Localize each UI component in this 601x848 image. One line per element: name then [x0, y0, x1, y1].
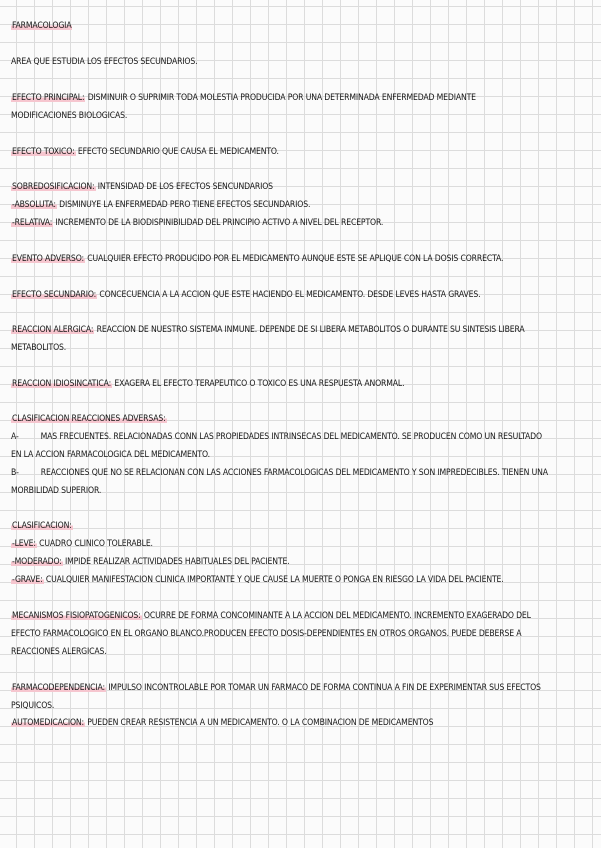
- relativa-line: [11, 214, 589, 232]
- absoluta-text: DISMINUYE LA ENFERMEDAD PERO TIENE EFECTOS SECUNDARIOS.: [56, 200, 311, 210]
- secundario-text: CONCECUENCIA A LA ACCION QUE ESTE HACIENDO EL MEDICAMENTO. DESDE LEVES HASTA GRAVES.: [97, 290, 481, 300]
- idio-text: EXAGERA EL EFECTO TERAPEUTICO O TOXICO ES UNA RESPUESTA ANORMAL.: [112, 379, 405, 389]
- evento-line: [11, 250, 589, 268]
- leve-line: [11, 535, 589, 553]
- absoluta-term: -ABSOLUTA:: [12, 200, 56, 210]
- type-a-text: MAS FRECUENTES. RELACIONADAS CONN LAS PROPIEDADES INTRINSECAS DEL MEDICAMENTO. SE PRODUCEN COMO UN RESULTADO: [40, 432, 542, 442]
- farmaco-text: IMPULSO INCONTROLABLE POR TOMAR UN FARMACO DE FORMA CONTINUA A FIN DE EXPERIMENTAR SUS EFECTOS: [105, 683, 541, 693]
- moderado-term: -MODERADO:: [12, 557, 62, 567]
- sobre-term: SOBREDOSIFICACION:: [12, 182, 95, 192]
- toxico-term: EFECTO TOXICO:: [12, 147, 75, 157]
- farmaco-line-1: [11, 679, 589, 697]
- principal-line-2: MODIFICACIONES BIOLOGICAS.: [11, 111, 128, 121]
- leve-text: CUADRO CLINICO TOLERABLE.: [36, 539, 153, 549]
- type-a-label: A-: [11, 432, 19, 442]
- clasif-adv-title: CLASIFICACION REACCIONES ADVERSAS:: [12, 414, 166, 424]
- type-b-label: B-: [11, 468, 19, 478]
- alergica-term: REACCION ALERGICA:: [12, 325, 94, 335]
- principal-line-1: [11, 89, 589, 107]
- farmaco-term: FARMACODEPENDENCIA:: [12, 683, 105, 693]
- toxico-text: EFECTO SECUNDARIO QUE CAUSA EL MEDICAMENTO.: [75, 147, 279, 157]
- alergica-line-1: [11, 321, 589, 339]
- grave-line: [11, 571, 589, 589]
- absoluta-line: [11, 196, 589, 214]
- sobre-text: INTENSIDAD DE LOS EFECTOS SENCUNDARIOS: [95, 182, 273, 192]
- sobre-line: [11, 178, 589, 196]
- area-line: AREA QUE ESTUDIA LOS EFECTOS SECUNDARIOS.: [11, 57, 198, 67]
- type-b-line-1: [11, 464, 589, 482]
- secundario-line: [11, 286, 589, 304]
- alergica-text: REACCION DE NUESTRO SISTEMA INMUNE. DEPENDE DE SI LIBERA METABOLITOS O DURANTE SU SINTESIS LIBERA: [94, 325, 525, 335]
- relativa-term: -RELATIVA:: [12, 218, 53, 228]
- meca-text: OCURRE DE FORMA CONCOMINANTE A LA ACCION DEL MEDICAMENTO. INCREMENTO EXAGERADO DEL: [141, 611, 531, 621]
- auto-term: AUTOMEDICACION:: [12, 718, 84, 728]
- clasif-adv-heading: [11, 410, 589, 428]
- clasif-title: CLASIFICACION:: [12, 521, 72, 531]
- farmaco-line-2: PSIQUICOS.: [11, 701, 55, 711]
- meca-line-2: EFECTO FARMACOLOGICO EN EL ORGANO BLANCO.PRODUCEN EFECTO DOSIS-DEPENDIENTES EN OTROS ORGANOS. PUEDE DEBERSE A: [11, 629, 522, 639]
- meca-line-1: [11, 607, 589, 625]
- auto-line: [11, 714, 589, 732]
- grave-text: CUALQUIER MANIFESTACION CLINICA IMPORTANTE Y QUE CAUSE LA MUERTE O PONGA EN RIESGO LA VIDA DEL PACIENTE.: [43, 575, 504, 585]
- type-a-line-2: EN LA ACCION FARMACOLOGICA DEL MEDICAMENTO.: [11, 450, 210, 460]
- type-a-line-1: [11, 428, 589, 446]
- auto-text: PUEDEN CREAR RESISTENCIA A UN MEDICAMENTO. O LA COMBINACION DE MEDICAMENTOS: [84, 718, 434, 728]
- title-highlight: FARMACOLOGIA: [12, 21, 72, 31]
- leve-term: -LEVE:: [12, 539, 36, 549]
- clasif-heading: [11, 517, 589, 535]
- evento-text: CUALQUIER EFECTO PRODUCIDO POR EL MEDICAMENTO AUNQUE ESTE SE APLIQUE CON LA DOSIS CORRECTA.: [84, 254, 504, 264]
- moderado-line: [11, 553, 589, 571]
- alergica-line-2: METABOLITOS.: [11, 343, 67, 353]
- principal-term: EFECTO PRINCIPAL:: [12, 93, 85, 103]
- type-b-line-2: MORBILIDAD SUPERIOR.: [11, 486, 102, 496]
- meca-term: MECANISMOS FISIOPATOGENICOS:: [12, 611, 141, 621]
- idio-line: [11, 375, 589, 393]
- idio-term: REACCION IDIOSINCATICA:: [12, 379, 112, 389]
- toxico-line: [11, 143, 589, 161]
- secundario-term: EFECTO SECUNDARIO:: [12, 290, 97, 300]
- principal-text: DISMINUIR O SUPRIMIR TODA MOLESTIA PRODUCIDA POR UNA DETERMINADA ENFERMEDAD MEDIANTE: [85, 93, 476, 103]
- evento-term: EVENTO ADVERSO:: [12, 254, 84, 264]
- page-title: [11, 17, 589, 35]
- relativa-text: INCREMENTO DE LA BIODISPINIBILIDAD DEL PRINCIPIO ACTIVO A NIVEL DEL RECEPTOR.: [53, 218, 384, 228]
- grave-term: -GRAVE:: [12, 575, 43, 585]
- type-b-text: REACCIONES QUE NO SE RELACIONAN CON LAS ACCIONES FARMACOLOGICAS DEL MEDICAMENTO Y SON IMPREDECIBLES. TIENEN UNA: [40, 468, 548, 478]
- meca-line-3: REACCIONES ALERGICAS.: [11, 647, 107, 657]
- moderado-text: IMPIDE REALIZAR ACTIVIDADES HABITUALES DEL PACIENTE.: [62, 557, 290, 567]
